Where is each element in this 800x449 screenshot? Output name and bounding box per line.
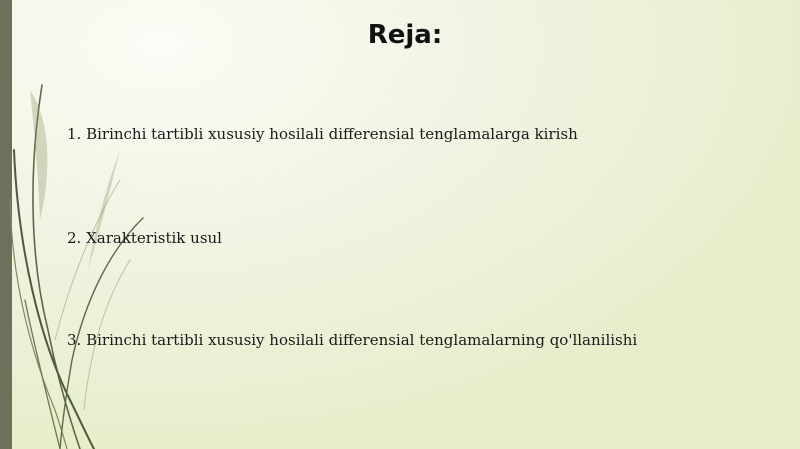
slide-title: Reja:	[367, 20, 443, 50]
plan-item-3: 3. Birinchi tartibli xususiy hosilali differensial tenglamalarning qo'llanilishi	[67, 331, 638, 349]
plan-item-2: 2. Xarakteristik usul	[67, 229, 222, 247]
plan-item-1: 1. Birinchi tartibli xususiy hosilali differensial tenglamalarga kirish	[67, 125, 578, 143]
grass-stems-decoration	[0, 0, 200, 449]
